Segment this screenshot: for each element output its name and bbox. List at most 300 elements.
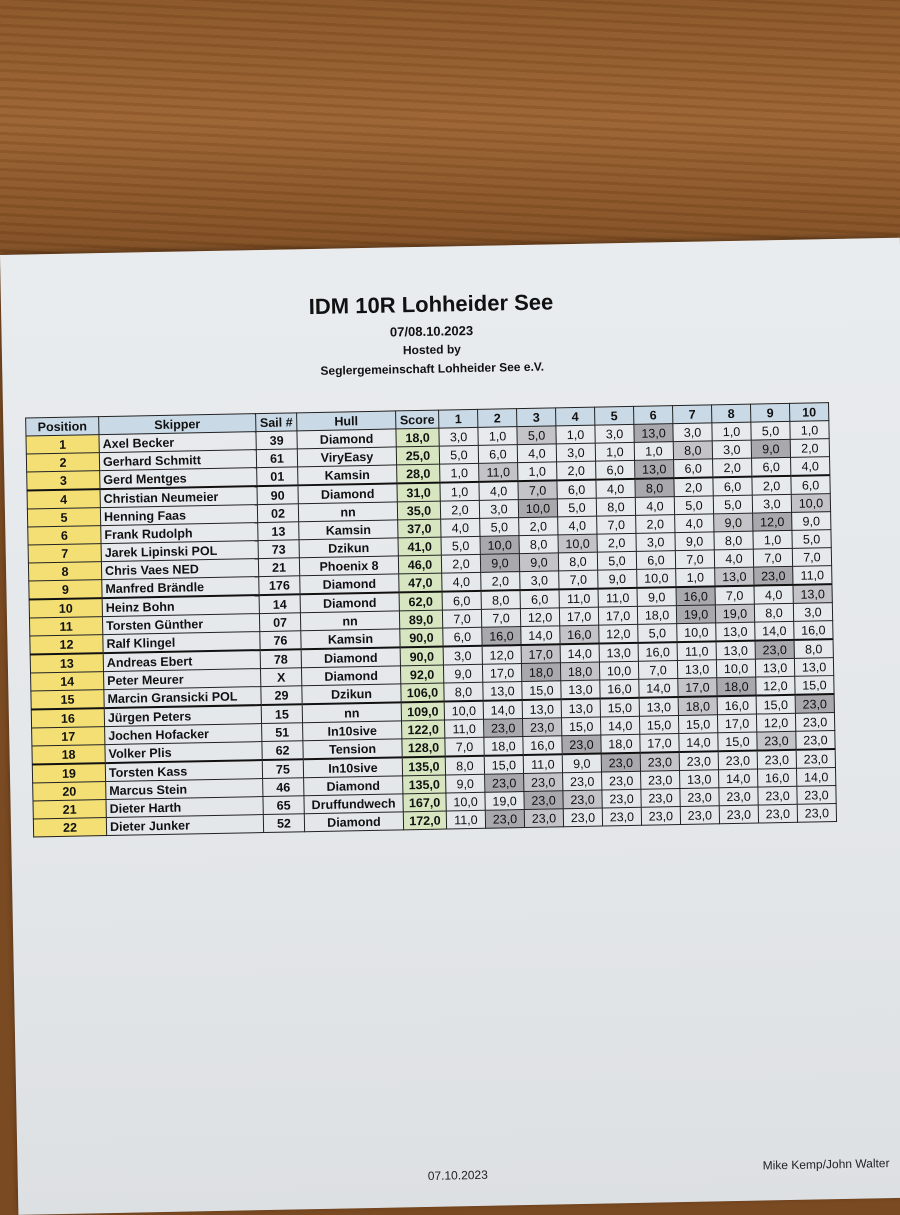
score-cell: 135,0 [403, 775, 446, 794]
race-result-cell: 18,0 [484, 737, 523, 756]
race-result-cell: 8,0 [558, 552, 597, 571]
score-cell: 90,0 [400, 647, 443, 666]
score-cell: 46,0 [398, 555, 441, 574]
skipper-cell: Jochen Hofacker [105, 724, 262, 745]
score-cell: 62,0 [399, 592, 442, 611]
score-cell: 18,0 [396, 428, 439, 447]
race-result-cell: 13,0 [561, 680, 600, 699]
race-result-cell: 13,0 [755, 658, 794, 677]
race-result-cell: 13,0 [635, 460, 674, 479]
race-result-cell: 16,0 [638, 642, 677, 661]
race-result-cell: 23,0 [524, 809, 563, 828]
race-result-cell: 16,0 [482, 627, 521, 646]
race-result-cell: 6,0 [674, 459, 713, 478]
score-cell: 41,0 [398, 537, 441, 556]
sheet-header [1, 283, 862, 383]
footer-author: Mike Kemp/John Walter [762, 1156, 890, 1173]
race-result-cell: 6,0 [443, 627, 482, 646]
race-result-cell: 23,0 [757, 750, 796, 769]
race-result-cell: 13,0 [522, 699, 561, 718]
race-result-cell: 13,0 [793, 584, 832, 603]
race-result-cell: 2,0 [713, 458, 752, 477]
race-result-cell: 23,0 [718, 751, 757, 770]
sail-number-cell: 15 [261, 704, 302, 723]
hull-cell: nn [298, 502, 397, 522]
race-result-cell: 4,0 [558, 516, 597, 535]
footer-date: 07.10.2023 [427, 1167, 488, 1183]
race-result-cell: 16,0 [523, 736, 562, 755]
race-result-cell: 16,0 [794, 621, 833, 640]
race-result-cell: 1,0 [753, 530, 792, 549]
race-result-cell: 5,0 [517, 426, 556, 445]
race-result-cell: 13,0 [561, 699, 600, 718]
race-result-cell: 4,0 [442, 572, 481, 591]
race-result-cell: 6,0 [791, 475, 830, 494]
race-result-cell: 7,0 [715, 586, 754, 605]
sail-number-cell: 14 [259, 594, 300, 613]
wooden-table-background [0, 0, 900, 270]
race-result-cell: 14,0 [600, 716, 639, 735]
score-cell: 35,0 [397, 501, 440, 520]
sail-number-cell: 02 [257, 504, 298, 523]
race-result-cell: 15,0 [600, 698, 639, 717]
race-result-cell: 8,0 [635, 478, 674, 497]
score-cell: 167,0 [403, 793, 446, 812]
position-cell: 6 [28, 526, 101, 545]
col-sail-header: Sail # [256, 413, 297, 432]
race-result-cell: 9,0 [792, 512, 831, 531]
score-cell: 89,0 [399, 610, 442, 629]
hull-cell: Kamsin [301, 629, 400, 649]
race-result-cell: 12,0 [520, 608, 559, 627]
race-result-cell: 5,0 [557, 498, 596, 517]
race-result-cell: 17,0 [559, 607, 598, 626]
race-result-cell: 3,0 [793, 603, 832, 622]
race-result-cell: 23,0 [795, 713, 834, 732]
race-result-cell: 14,0 [483, 700, 522, 719]
race-result-cell: 3,0 [556, 443, 595, 462]
skipper-cell: Axel Becker [99, 432, 256, 453]
score-cell: 172,0 [403, 811, 446, 830]
race-result-cell: 13,0 [599, 643, 638, 662]
race-result-cell: 1,0 [790, 421, 829, 440]
race-result-cell: 4,0 [479, 481, 518, 500]
race-result-cell: 23,0 [485, 810, 524, 829]
hull-cell: Diamond [300, 592, 399, 612]
skipper-cell: Torsten Günther [102, 614, 259, 635]
race-result-cell: 13,0 [639, 697, 678, 716]
race-result-cell: 23,0 [719, 805, 758, 824]
race-result-cell: 23,0 [795, 694, 834, 713]
race-result-cell: 9,0 [598, 569, 637, 588]
race-result-cell: 13,0 [794, 658, 833, 677]
sail-number-cell: 61 [256, 449, 297, 468]
score-cell: 128,0 [402, 738, 445, 757]
race-result-cell: 23,0 [754, 566, 793, 585]
race-result-cell: 8,0 [596, 497, 635, 516]
race-result-cell: 13,0 [716, 622, 755, 641]
race-result-cell: 1,0 [595, 442, 634, 461]
race-result-cell: 2,0 [790, 439, 829, 458]
position-cell: 2 [26, 453, 99, 472]
sail-number-cell: 01 [257, 467, 298, 486]
sail-number-cell: 76 [260, 631, 301, 650]
race-result-cell: 2,0 [441, 554, 480, 573]
race-result-cell: 4,0 [754, 585, 793, 604]
race-result-cell: 23,0 [797, 804, 836, 823]
race-result-cell: 11,0 [445, 719, 484, 738]
race-result-cell: 23,0 [602, 771, 641, 790]
skipper-cell: Chris Vaes NED [101, 559, 258, 580]
race-result-cell: 13,0 [716, 641, 755, 660]
race-result-cell: 9,0 [443, 664, 482, 683]
race-result-cell: 23,0 [602, 789, 641, 808]
race-result-cell: 4,0 [791, 457, 830, 476]
race-result-cell: 4,0 [714, 549, 753, 568]
race-result-cell: 18,0 [678, 696, 717, 715]
sail-number-cell: 21 [258, 558, 299, 577]
position-cell: 7 [28, 544, 101, 563]
race-result-cell: 10,0 [558, 534, 597, 553]
race-result-cell: 19,0 [715, 604, 754, 623]
sail-number-cell: 62 [262, 741, 303, 760]
race-result-cell: 23,0 [562, 735, 601, 754]
race-result-cell: 10,0 [518, 499, 557, 518]
race-result-cell: 23,0 [522, 718, 561, 737]
sail-number-cell: X [260, 668, 301, 687]
race-result-cell: 2,0 [752, 476, 791, 495]
sail-number-cell: 13 [258, 522, 299, 541]
col-race-header: 4 [556, 407, 595, 426]
race-result-cell: 23,0 [796, 749, 835, 768]
skipper-cell: Marcus Stein [106, 779, 263, 800]
position-cell: 9 [29, 580, 102, 600]
position-cell: 15 [31, 690, 104, 710]
race-result-cell: 6,0 [442, 591, 481, 610]
position-cell: 10 [29, 598, 102, 618]
position-cell: 16 [31, 708, 104, 728]
race-result-cell: 5,0 [439, 445, 478, 464]
race-result-cell: 3,0 [712, 440, 751, 459]
race-result-cell: 15,0 [484, 755, 523, 774]
race-result-cell: 3,0 [636, 533, 675, 552]
skipper-cell: Jürgen Peters [104, 705, 261, 727]
race-result-cell: 23,0 [641, 789, 680, 808]
hull-cell: Druffundwech [304, 794, 403, 814]
score-cell: 90,0 [400, 628, 443, 647]
race-result-cell: 14,0 [679, 733, 718, 752]
race-result-cell: 10,0 [446, 792, 485, 811]
race-result-cell: 23,0 [719, 787, 758, 806]
sail-number-cell: 29 [261, 686, 302, 705]
race-result-cell: 16,0 [600, 679, 639, 698]
hull-cell: Diamond [301, 647, 400, 667]
position-cell: 20 [33, 782, 106, 801]
sail-number-cell: 51 [262, 723, 303, 742]
hull-cell: Tension [303, 739, 402, 759]
position-cell: 17 [32, 727, 105, 746]
race-result-cell: 11,0 [446, 810, 485, 829]
sail-number-cell: 75 [262, 759, 303, 778]
race-result-cell: 17,0 [482, 664, 521, 683]
col-score-header: Score [396, 410, 439, 429]
race-result-cell: 23,0 [679, 751, 718, 770]
race-result-cell: 23,0 [640, 752, 679, 771]
race-result-cell: 11,0 [598, 588, 637, 607]
race-result-cell: 9,0 [714, 513, 753, 532]
race-result-cell: 23,0 [563, 808, 602, 827]
race-result-cell: 17,0 [717, 714, 756, 733]
hull-cell: ViryEasy [297, 447, 396, 467]
hosted-by-label: Hosted by [402, 342, 462, 358]
race-result-cell: 10,0 [599, 661, 638, 680]
position-cell: 12 [30, 635, 103, 655]
race-result-cell: 14,0 [797, 768, 836, 787]
race-result-cell: 23,0 [680, 788, 719, 807]
race-result-cell: 9,0 [637, 587, 676, 606]
race-result-cell: 7,0 [753, 548, 792, 567]
score-cell: 92,0 [400, 665, 443, 684]
race-result-cell: 11,0 [479, 463, 518, 482]
col-race-header: 2 [478, 409, 517, 428]
hull-cell: nn [302, 702, 401, 722]
race-result-cell: 16,0 [560, 625, 599, 644]
race-result-cell: 23,0 [524, 773, 563, 792]
race-result-cell: 1,0 [518, 462, 557, 481]
race-result-cell: 6,0 [596, 460, 635, 479]
race-result-cell: 13,0 [680, 770, 719, 789]
race-result-cell: 6,0 [478, 445, 517, 464]
race-result-cell: 17,0 [521, 644, 560, 663]
race-result-cell: 14,0 [560, 644, 599, 663]
col-race-header: 7 [673, 405, 712, 424]
race-result-cell: 23,0 [680, 806, 719, 825]
race-result-cell: 23,0 [755, 640, 794, 659]
race-result-cell: 2,0 [557, 461, 596, 480]
race-result-cell: 4,0 [596, 479, 635, 498]
position-cell: 11 [29, 617, 102, 636]
score-cell: 122,0 [402, 720, 445, 739]
skipper-cell: Henning Faas [100, 505, 257, 526]
race-result-cell: 8,0 [445, 756, 484, 775]
race-result-cell: 10,0 [716, 659, 755, 678]
race-result-cell: 13,0 [715, 567, 754, 586]
position-cell: 19 [32, 763, 105, 783]
race-result-cell: 3,0 [752, 494, 791, 513]
race-result-cell: 8,0 [519, 535, 558, 554]
position-cell: 8 [28, 562, 101, 581]
race-result-cell: 15,0 [756, 695, 795, 714]
sail-number-cell: 176 [259, 576, 300, 595]
race-result-cell: 14,0 [755, 621, 794, 640]
race-result-cell: 2,0 [674, 477, 713, 496]
race-result-cell: 23,0 [641, 771, 680, 790]
position-cell: 18 [32, 745, 105, 765]
race-result-cell: 7,0 [792, 548, 831, 567]
race-result-cell: 23,0 [796, 731, 835, 750]
race-result-cell: 13,0 [634, 424, 673, 443]
hull-cell: Kamsin [299, 520, 398, 540]
race-result-cell: 8,0 [481, 590, 520, 609]
race-result-cell: 12,0 [756, 676, 795, 695]
skipper-cell: Heinz Bohn [102, 595, 259, 617]
race-result-cell: 3,0 [443, 646, 482, 665]
col-hull-header: Hull [297, 411, 396, 431]
race-result-cell: 6,0 [557, 480, 596, 499]
race-result-cell: 6,0 [713, 477, 752, 496]
race-result-cell: 16,0 [758, 768, 797, 787]
race-result-cell: 5,0 [792, 530, 831, 549]
skipper-cell: Andreas Ebert [103, 650, 260, 672]
race-result-cell: 10,0 [480, 536, 519, 555]
race-result-cell: 2,0 [519, 517, 558, 536]
sail-number-cell: 78 [260, 649, 301, 668]
col-skipper-header: Skipper [99, 414, 256, 435]
race-result-cell: 23,0 [641, 807, 680, 826]
hull-cell: Phoenix 8 [299, 556, 398, 576]
race-result-cell: 8,0 [794, 639, 833, 658]
race-result-cell: 4,0 [635, 497, 674, 516]
skipper-cell: Volker Plis [105, 742, 262, 764]
col-race-header: 3 [517, 408, 556, 427]
race-result-cell: 3,0 [595, 424, 634, 443]
race-result-cell: 15,0 [639, 716, 678, 735]
race-result-cell: 1,0 [634, 442, 673, 461]
hull-cell: Diamond [301, 666, 400, 686]
race-result-cell: 10,0 [791, 494, 830, 513]
race-result-cell: 7,0 [675, 550, 714, 569]
race-result-cell: 9,0 [751, 439, 790, 458]
race-result-cell: 18,0 [717, 677, 756, 696]
race-result-cell: 11,0 [559, 589, 598, 608]
col-position-header: Position [26, 417, 99, 436]
race-result-cell: 23,0 [601, 753, 640, 772]
sail-number-cell: 39 [256, 431, 297, 450]
race-result-cell: 10,0 [677, 623, 716, 642]
col-race-header: 10 [789, 403, 828, 422]
score-cell: 47,0 [399, 573, 442, 592]
race-result-cell: 5,0 [480, 518, 519, 537]
skipper-cell: Dieter Harth [106, 797, 263, 818]
race-result-cell: 7,0 [638, 661, 677, 680]
race-result-cell: 9,0 [480, 554, 519, 573]
race-result-cell: 10,0 [637, 569, 676, 588]
race-result-cell: 14,0 [639, 679, 678, 698]
hull-cell: Dzikun [302, 684, 401, 704]
sail-number-cell: 65 [263, 796, 304, 815]
skipper-cell: Christian Neumeier [100, 486, 257, 508]
col-race-header: 1 [439, 409, 478, 428]
race-result-cell: 18,0 [521, 663, 560, 682]
race-result-cell: 14,0 [521, 626, 560, 645]
hull-cell: nn [300, 611, 399, 631]
race-result-cell: 7,0 [597, 515, 636, 534]
race-result-cell: 11,0 [677, 641, 716, 660]
position-cell: 1 [26, 435, 99, 454]
hull-cell: In10sive [303, 757, 402, 777]
score-cell: 31,0 [397, 483, 440, 502]
race-result-cell: 7,0 [518, 480, 557, 499]
race-result-cell: 23,0 [563, 772, 602, 791]
race-result-cell: 9,0 [675, 532, 714, 551]
race-result-cell: 23,0 [563, 790, 602, 809]
score-cell: 106,0 [401, 683, 444, 702]
hull-cell: In10sive [303, 721, 402, 741]
position-cell: 5 [27, 508, 100, 527]
skipper-cell: Manfred Brändle [102, 577, 259, 599]
race-result-cell: 6,0 [520, 589, 559, 608]
sail-number-cell: 46 [263, 778, 304, 797]
race-result-cell: 18,0 [637, 606, 676, 625]
results-body [26, 421, 837, 837]
race-result-cell: 5,0 [597, 551, 636, 570]
race-result-cell: 16,0 [676, 586, 715, 605]
race-result-cell: 2,0 [597, 533, 636, 552]
skipper-cell: Dieter Junker [106, 815, 263, 836]
race-result-cell: 1,0 [440, 463, 479, 482]
position-cell: 14 [31, 672, 104, 691]
race-result-cell: 10,0 [444, 701, 483, 720]
race-result-cell: 2,0 [636, 515, 675, 534]
event-dates: 07/08.10.2023 [389, 322, 474, 340]
skipper-cell: Gerhard Schmitt [99, 450, 256, 471]
race-result-cell: 7,0 [442, 609, 481, 628]
race-result-cell: 16,0 [717, 696, 756, 715]
race-result-cell: 9,0 [446, 774, 485, 793]
race-result-cell: 1,0 [478, 427, 517, 446]
skipper-cell: Ralf Klingel [103, 632, 260, 654]
race-result-cell: 4,0 [517, 444, 556, 463]
race-result-cell: 8,0 [754, 603, 793, 622]
race-result-cell: 23,0 [758, 804, 797, 823]
race-result-cell: 17,0 [640, 734, 679, 753]
race-result-cell: 23,0 [757, 731, 796, 750]
results-sheet [0, 238, 900, 1215]
race-result-cell: 2,0 [481, 572, 520, 591]
race-result-cell: 14,0 [719, 769, 758, 788]
score-cell: 28,0 [397, 464, 440, 483]
race-result-cell: 15,0 [678, 715, 717, 734]
race-result-cell: 1,0 [440, 482, 479, 501]
race-result-cell: 1,0 [712, 422, 751, 441]
race-result-cell: 17,0 [598, 606, 637, 625]
hull-cell: Dzikun [299, 538, 398, 558]
race-result-cell: 5,0 [751, 421, 790, 440]
race-result-cell: 7,0 [445, 737, 484, 756]
race-result-cell: 9,0 [562, 754, 601, 773]
score-cell: 109,0 [401, 702, 444, 721]
skipper-cell: Gerd Mentges [100, 468, 257, 490]
race-result-cell: 19,0 [485, 792, 524, 811]
race-result-cell: 23,0 [484, 719, 523, 738]
race-result-cell: 23,0 [485, 774, 524, 793]
skipper-cell: Frank Rudolph [101, 523, 258, 544]
hull-cell: Kamsin [298, 465, 397, 485]
race-result-cell: 18,0 [601, 734, 640, 753]
race-result-cell: 3,0 [673, 423, 712, 442]
race-result-cell: 12,0 [753, 512, 792, 531]
race-result-cell: 13,0 [483, 682, 522, 701]
race-result-cell: 23,0 [602, 807, 641, 826]
race-result-cell: 7,0 [559, 570, 598, 589]
col-race-header: 9 [751, 403, 790, 422]
race-result-cell: 23,0 [524, 791, 563, 810]
race-result-cell: 4,0 [675, 514, 714, 533]
hull-cell: Diamond [304, 776, 403, 796]
race-result-cell: 3,0 [479, 500, 518, 519]
hull-cell: Diamond [297, 429, 396, 449]
race-result-cell: 5,0 [441, 536, 480, 555]
